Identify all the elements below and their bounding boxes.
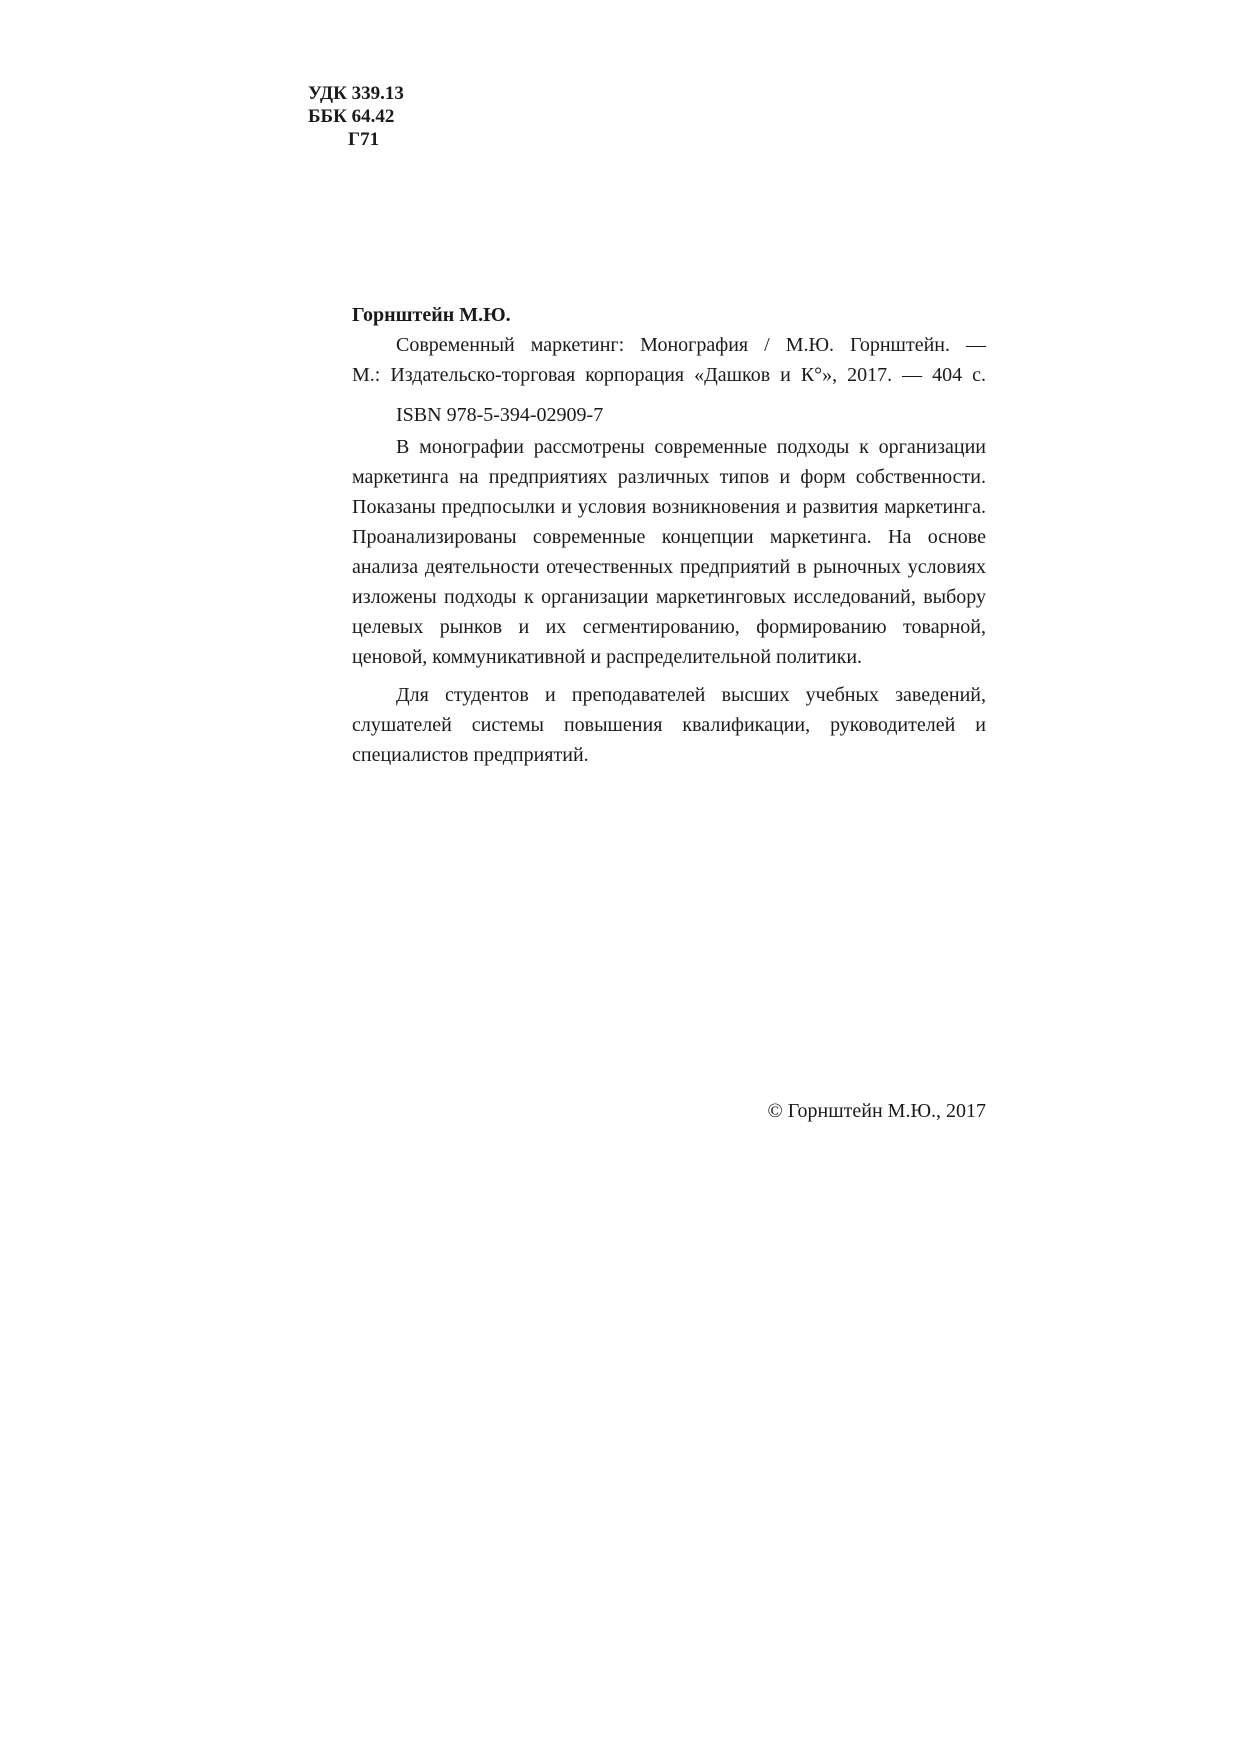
bbk-code: ББК 64.42 <box>308 106 395 127</box>
annotation <box>352 432 986 770</box>
isbn: ISBN 978-5-394-02909-7 <box>396 404 604 426</box>
author-sign: Г71 <box>348 129 380 150</box>
audience-paragraph: Для студентов и преподавателей высших учебных заведений, слушателей системы повышения квалификации, руководителей и специалистов предприятий. <box>352 684 986 766</box>
copyright-notice: © Горнштейн М.Ю., 2017 <box>767 1100 986 1122</box>
bibliographic-line-title: Современный маркетинг: Монография / М.Ю. Горнштейн. — <box>396 334 986 356</box>
bibliographic-line-publisher: М.: Издательско-торговая корпорация «Дашков и К°», 2017. — 404 с. <box>352 364 986 386</box>
author-heading: Горнштейн М.Ю. <box>352 304 511 326</box>
udk-code: УДК 339.13 <box>308 83 404 104</box>
annotation-paragraph: В монографии рассмотрены современные подходы к организации маркетинга на предприятиях различных типов и форм собственности. Показаны предпосылки и условия возникновения и развития маркетинга. Проанализированы современные концепции маркетинга. На основе анализа деятельности отечественных предприятий в рыночных условиях изложены подходы к организации маркетинговых исследований, выбору целевых рынков и их сегментированию, формированию товарной, ценовой, коммуникативной и распределительной политики. <box>352 436 986 668</box>
classification-codes <box>308 82 404 151</box>
bibliographic-record <box>352 330 986 390</box>
